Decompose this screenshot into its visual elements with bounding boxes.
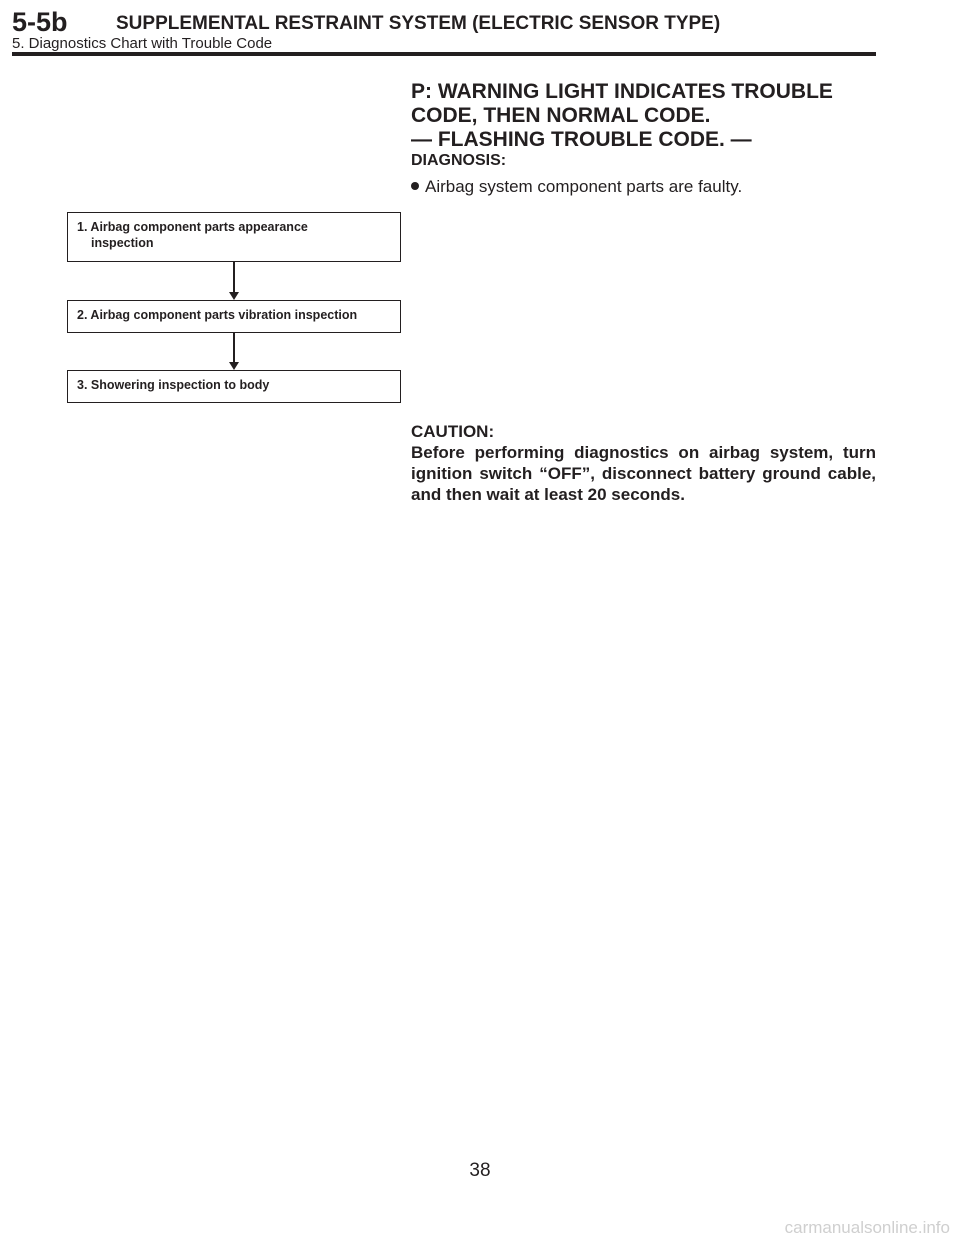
flow-step-2-label: 2. Airbag component parts vibration inspection xyxy=(77,308,358,322)
flow-step-3-label: 3. Showering inspection to body xyxy=(77,378,270,392)
section-title-line: CODE, THEN NORMAL CODE. xyxy=(411,104,711,127)
flow-step-3 xyxy=(67,370,401,403)
section-code: 5-5b xyxy=(12,7,68,37)
page-header xyxy=(12,6,876,54)
watermark: carmanualsonline.info xyxy=(784,1218,950,1237)
caution-note xyxy=(411,421,876,505)
header-subtitle: 5. Diagnostics Chart with Trouble Code xyxy=(12,35,273,52)
flow-step-1-label-cont: inspection xyxy=(91,236,154,250)
flow-step-2 xyxy=(67,300,401,333)
section-title-line: — FLASHING TROUBLE CODE. — xyxy=(411,128,752,151)
diagnosis-item xyxy=(411,176,742,198)
flow-connector-1 xyxy=(233,262,235,292)
caution-text: Before performing diagnostics on airbag system, turn ignition switch “OFF”, disconnect battery ground cable, and then wait at least 20 seconds. xyxy=(411,443,876,504)
section-title-line: P: WARNING LIGHT INDICATES TROUBLE xyxy=(411,80,833,103)
diagnosis-label: DIAGNOSIS: xyxy=(411,152,507,169)
flow-step-1-label: 1. Airbag component parts appearance xyxy=(77,220,308,234)
section-title xyxy=(411,80,881,152)
flow-step-1 xyxy=(67,212,401,262)
bullet-icon xyxy=(411,182,419,190)
arrow-down-icon xyxy=(229,362,239,370)
flow-connector-2 xyxy=(233,333,235,362)
arrow-down-icon xyxy=(229,292,239,300)
header-divider xyxy=(12,52,876,56)
diagnosis-item-text: Airbag system component parts are faulty. xyxy=(425,177,743,196)
page-number: 38 xyxy=(469,1160,491,1181)
header-title: SUPPLEMENTAL RESTRAINT SYSTEM (ELECTRIC SENSOR TYPE) xyxy=(116,13,721,34)
caution-label: CAUTION: xyxy=(411,422,495,441)
